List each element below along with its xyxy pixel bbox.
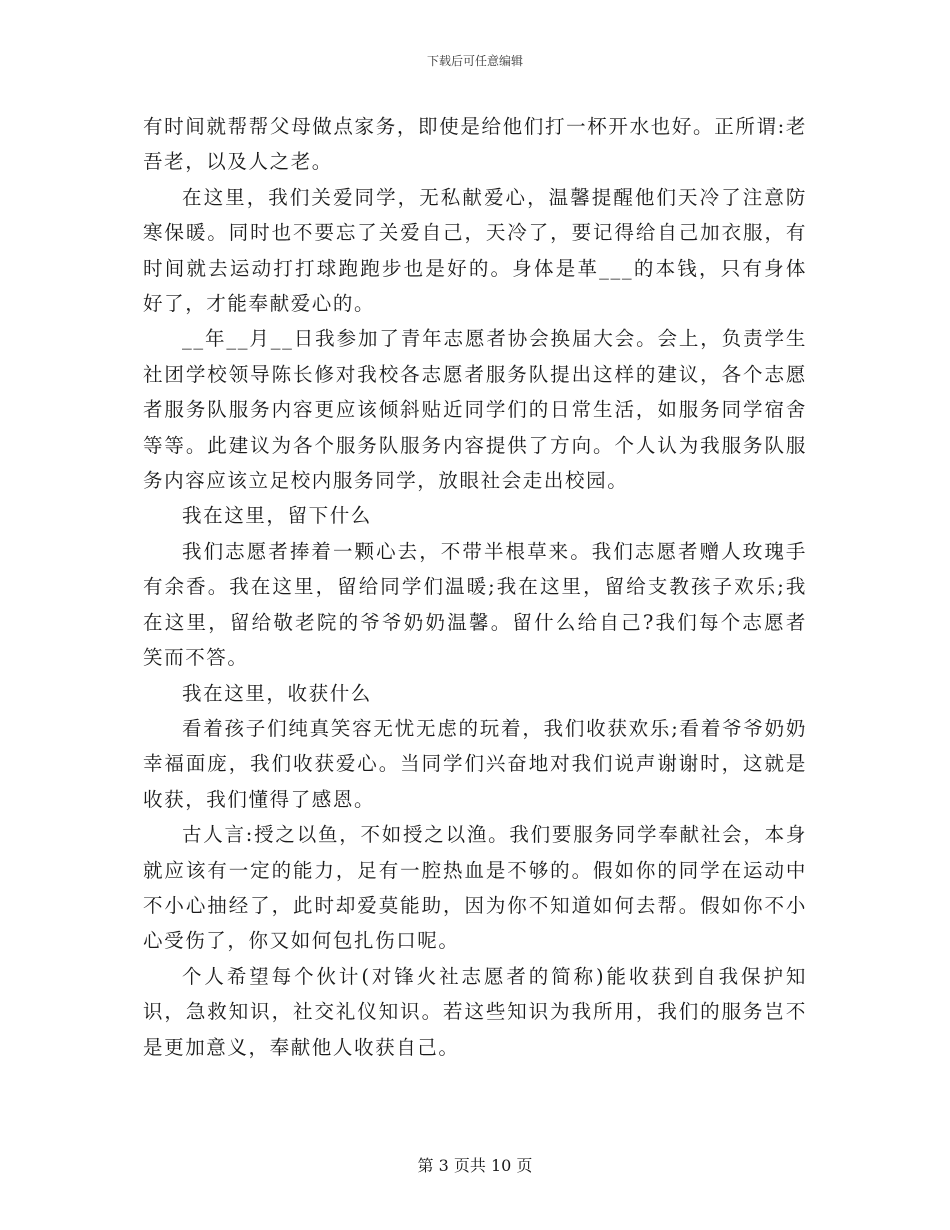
page-header: 下载后可任意编辑 xyxy=(426,54,523,68)
paragraph-meeting: __年__月__日我参加了青年志愿者协会换届大会。会上，负责学生社团学校领导陈长修对我校各志愿者服务队提出这样的建议，各个志愿者服务队服务内容更应该倾斜贴近同学们的日常生活，如服务同学宿舍等等。此建议为各个服务队服务内容提供了方向。个人认为我服务队服务内容应该立足校内服务同学，放眼社会走出校园。 xyxy=(143,327,807,493)
section-heading-gain: 我在这里，收获什么 xyxy=(182,681,372,705)
page-number: 第 3 页共 10 页 xyxy=(417,1156,533,1175)
paragraph-continuation: 有时间就帮帮父母做点家务，即使是给他们打一杯开水也好。正所谓:老吾老，以及人之老。 xyxy=(143,115,807,174)
paragraph-leave: 我们志愿者捧着一颗心去，不带半根草来。我们志愿者赠人玫瑰手有余香。我在这里，留给同学们温暖;我在这里，留给支教孩子欢乐;我在这里，留给敬老院的爷爷奶奶温馨。留什么给自己?我们每个志愿者笑而不答。 xyxy=(143,539,807,670)
section-heading-leave: 我在这里，留下什么 xyxy=(182,504,372,528)
paragraph-gain: 看着孩子们纯真笑容无忧无虑的玩着，我们收获欢乐;看着爷爷奶奶幸福面庞，我们收获爱心。当同学们兴奋地对我们说声谢谢时，这就是收获，我们懂得了感恩。 xyxy=(143,716,807,811)
paragraph-hope: 个人希望每个伙计(对锋火社志愿者的简称)能收获到自我保护知识，急救知识，社交礼仪知识。若这些知识为我所用，我们的服务岂不是更加意义，奉献他人收获自己。 xyxy=(143,964,807,1059)
paragraph-care-classmates: 在这里，我们关爱同学，无私献爱心，温馨提醒他们天冷了注意防寒保暖。同时也不要忘了关爱自己，天冷了，要记得给自己加衣服，有时间就去运动打打球跑跑步也是好的。身体是革___的本钱，只有身体好了，才能奉献爱心的。 xyxy=(143,185,807,316)
paragraph-ancient-saying: 古人言:授之以鱼，不如授之以渔。我们要服务同学奉献社会，本身就应该有一定的能力，足有一腔热血是不够的。假如你的同学在运动中不小心抽经了，此时却爱莫能助，因为你不知道如何去帮。假如你不小心受伤了，你又如何包扎伤口呢。 xyxy=(143,823,807,953)
document-body xyxy=(143,109,807,1065)
